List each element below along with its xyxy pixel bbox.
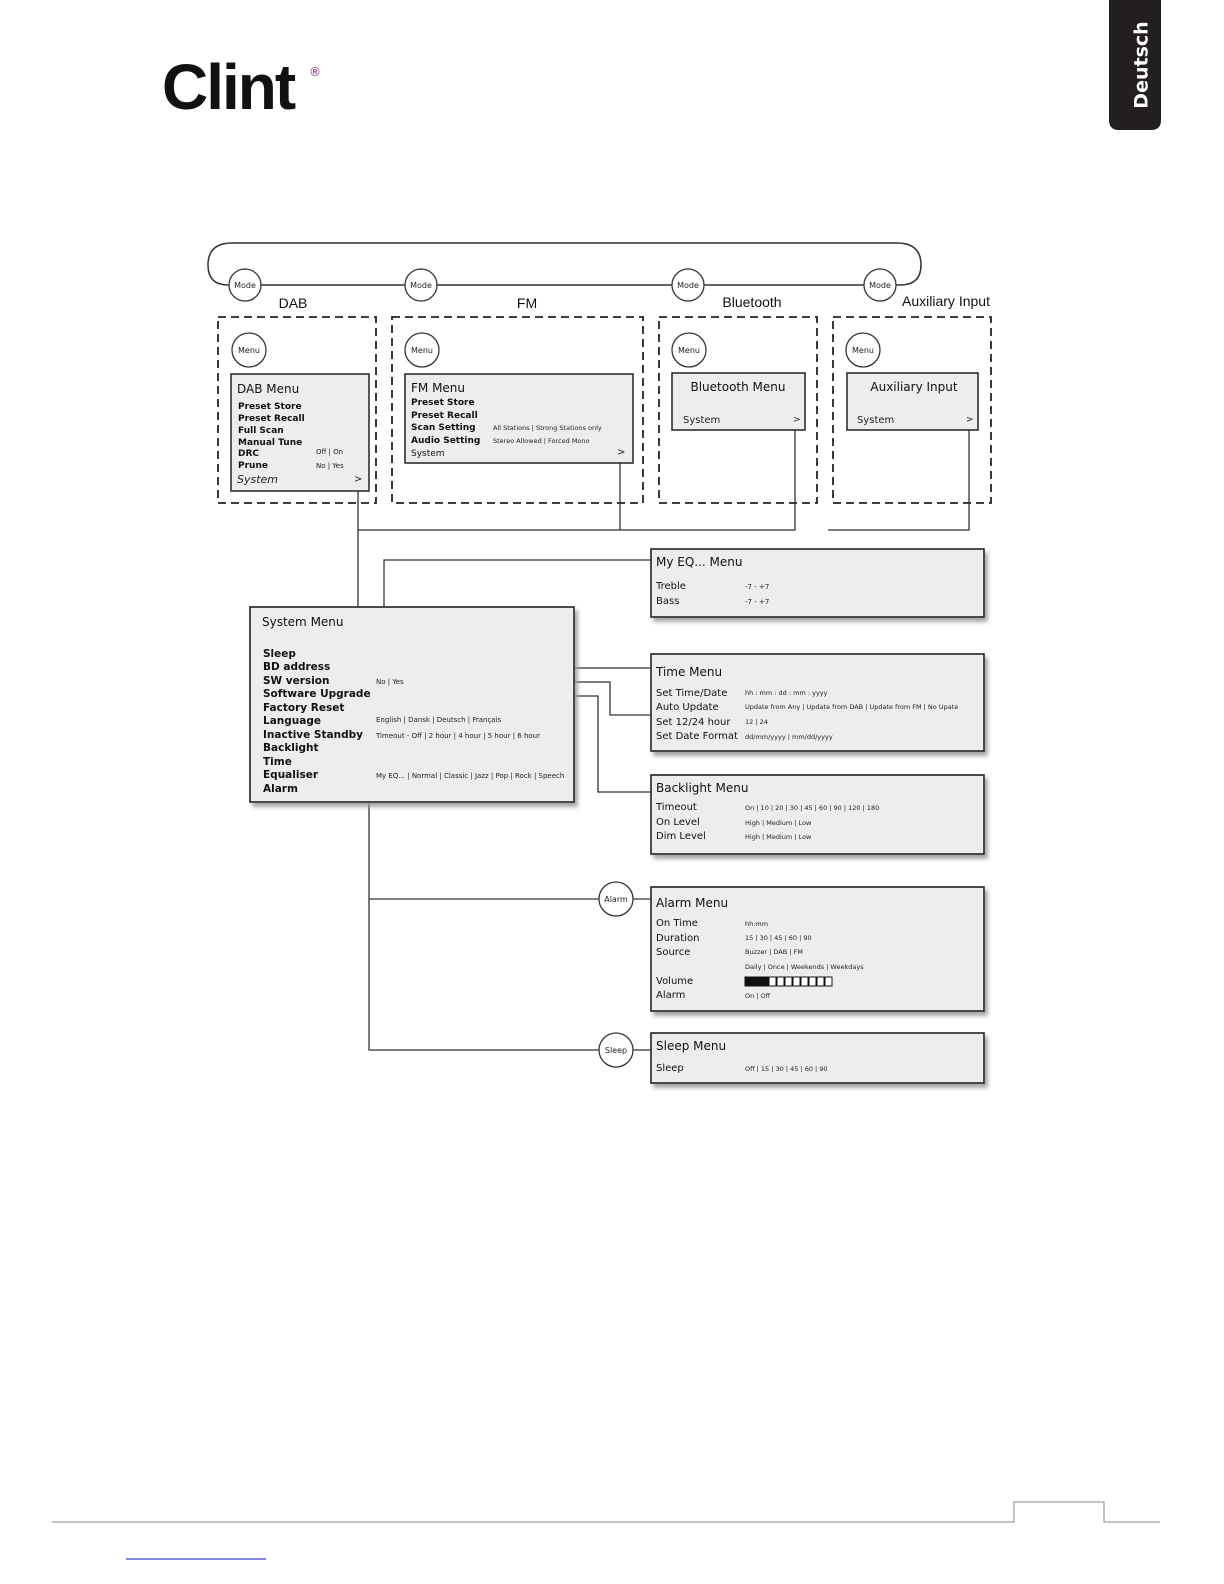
time-set-time-value: hh : mm : dd : mm : yyyy	[745, 689, 828, 697]
alarm-repeat-value: Daily | Once | Weekends | Weekdays	[745, 963, 864, 971]
volume-cell-filled	[745, 977, 752, 986]
svg-text:Mode: Mode	[677, 281, 699, 290]
volume-cell-empty	[793, 977, 800, 986]
time-date-format-value: dd/mm/yyyy | mm/dd/yyyy	[745, 733, 833, 741]
mode-label-aux: Auxiliary Input	[902, 293, 990, 309]
system-language-options: English | Dansk | Deutsch | Français	[376, 716, 502, 724]
dab-system-arrow: >	[354, 474, 363, 485]
time-set-time-label: Set Time/Date	[656, 688, 728, 699]
registered-mark: ®	[309, 65, 321, 79]
backlight-dim-level-value: High | Medium | Low	[745, 833, 812, 841]
mode-loop-line	[208, 243, 921, 285]
backlight-dim-level-label: Dim Level	[656, 831, 706, 842]
volume-cell-empty	[809, 977, 816, 986]
menu-button-dab	[232, 333, 266, 367]
fm-system-arrow: >	[617, 447, 626, 458]
backlight-timeout-value: On | 10 | 20 | 30 | 45 | 60 | 90 | 120 | 180	[745, 804, 880, 812]
logo-text: Clint	[162, 51, 295, 123]
mode-button-bluetooth	[672, 269, 704, 301]
system-menu-panel	[250, 607, 574, 802]
fm-scan-options: All Stations | Strong Stations only	[493, 424, 602, 432]
system-item-sleep: Sleep	[263, 648, 296, 660]
dab-item-drc: DRC	[238, 449, 260, 459]
alarm-duration-label: Duration	[656, 933, 700, 944]
sleep-menu-title: Sleep Menu	[656, 1039, 727, 1053]
volume-cell-empty	[825, 977, 832, 986]
backlight-menu-title: Backlight Menu	[656, 781, 749, 795]
time-12-24-label: Set 12/24 hour	[656, 717, 731, 728]
fm-menu-title: FM Menu	[411, 381, 466, 395]
bluetooth-menu-panel	[672, 373, 805, 430]
volume-cell-filled	[753, 977, 760, 986]
system-standby-options: Timeout - Off | 2 hour | 4 hour | 5 hour | 6 hour	[376, 732, 540, 740]
alarm-menu-title: Alarm Menu	[656, 896, 729, 910]
svg-text:Mode: Mode	[869, 281, 891, 290]
time-auto-update-value: Update from Any | Update from DAB | Update from FM | No Upate	[745, 703, 959, 711]
dab-item-preset-recall: Preset Recall	[238, 414, 305, 424]
mode-label-fm: FM	[516, 295, 538, 311]
system-item-inactive-standby: Inactive Standby	[263, 729, 363, 741]
alarm-source-label: Source	[656, 947, 691, 958]
system-item-alarm: Alarm	[263, 783, 298, 795]
menu-button-fm	[405, 333, 439, 367]
system-item-time: Time	[263, 756, 292, 768]
volume-cell-empty	[769, 977, 776, 986]
alarm-button	[599, 882, 633, 916]
svg-text:Sleep: Sleep	[604, 1046, 628, 1055]
mode-button-aux	[864, 269, 896, 301]
footer-rule	[52, 1502, 1160, 1522]
backlight-on-level-label: On Level	[656, 817, 700, 828]
time-auto-update-label: Auto Update	[656, 702, 719, 713]
menu-button-aux	[846, 333, 880, 367]
fm-item-system: System	[411, 449, 445, 459]
svg-text:Mode: Mode	[410, 281, 432, 290]
alarm-menu-panel	[651, 887, 984, 1011]
clint-logo	[162, 51, 321, 123]
eq-menu-panel	[651, 549, 984, 617]
dab-item-preset-store: Preset Store	[238, 402, 302, 412]
sleep-value: Off | 15 | 30 | 45 | 60 | 90	[745, 1065, 828, 1073]
bluetooth-item-system: System	[683, 415, 721, 426]
dab-menu-panel	[231, 374, 369, 491]
system-sw-options: No | Yes	[376, 678, 404, 686]
svg-text:Menu: Menu	[852, 346, 874, 355]
system-eq-options: My EQ... | Normal | Classic | Jazz | Pop | Rock | Speech	[376, 772, 565, 780]
svg-text:Mode: Mode	[234, 281, 256, 290]
alarm-on-time-label: On Time	[656, 918, 698, 929]
alarm-volume-label: Volume	[656, 976, 694, 987]
dab-item-manual-tune: Manual Tune	[238, 438, 303, 448]
eq-treble-label: Treble	[656, 581, 686, 592]
volume-cell-empty	[785, 977, 792, 986]
aux-system-arrow: >	[966, 415, 974, 425]
backlight-timeout-label: Timeout	[656, 802, 697, 813]
system-item-factory-reset: Factory Reset	[263, 702, 345, 714]
bluetooth-menu-title: Bluetooth Menu	[690, 380, 786, 394]
sleep-menu-panel	[651, 1033, 984, 1083]
alarm-on-time-value: hh:mm	[745, 920, 769, 928]
time-12-24-value: 12 | 24	[745, 718, 768, 726]
language-tab	[1109, 0, 1161, 130]
svg-text:Menu: Menu	[678, 346, 700, 355]
system-menu-title: System Menu	[262, 615, 344, 629]
aux-item-system: System	[857, 415, 895, 426]
mode-label-bluetooth: Bluetooth	[722, 294, 782, 310]
dab-drc-options: Off | On	[316, 448, 344, 456]
time-menu-title: Time Menu	[656, 665, 723, 679]
mode-label-dab: DAB	[278, 295, 308, 311]
aux-menu-title: Auxiliary Input	[870, 380, 958, 394]
dab-item-system: System	[237, 473, 279, 486]
system-item-equaliser: Equaliser	[263, 769, 318, 781]
fm-item-scan-setting: Scan Setting	[411, 423, 476, 433]
fm-item-preset-recall: Preset Recall	[411, 411, 478, 421]
fm-item-audio-setting: Audio Setting	[411, 436, 481, 446]
system-item-bd-address: BD address	[263, 661, 331, 673]
alarm-alarm-label: Alarm	[656, 990, 686, 1001]
dab-prune-options: No | Yes	[316, 462, 344, 470]
bluetooth-system-arrow: >	[793, 415, 801, 425]
volume-cell-empty	[801, 977, 808, 986]
system-item-software-upgrade: Software Upgrade	[263, 688, 371, 700]
sleep-button	[599, 1033, 633, 1067]
eq-bass-value: -7 - +7	[745, 598, 770, 606]
menu-button-bluetooth	[672, 333, 706, 367]
fm-menu-panel	[405, 374, 633, 463]
language-tab-label: Deutsch	[1130, 21, 1153, 109]
backlight-menu-panel	[651, 775, 984, 854]
system-item-language: Language	[263, 715, 321, 727]
volume-cell-empty	[817, 977, 824, 986]
eq-treble-value: -7 - +7	[745, 583, 770, 591]
fm-item-preset-store: Preset Store	[411, 398, 475, 408]
eq-menu-title: My EQ... Menu	[656, 555, 743, 569]
time-menu-panel	[651, 654, 984, 751]
dab-item-full-scan: Full Scan	[238, 426, 284, 436]
aux-menu-panel	[847, 373, 978, 430]
alarm-volume-bar	[745, 977, 832, 986]
mode-button-dab	[229, 269, 261, 301]
svg-text:Alarm: Alarm	[604, 895, 628, 904]
volume-cell-empty	[777, 977, 784, 986]
system-item-backlight: Backlight	[263, 742, 319, 754]
time-date-format-label: Set Date Format	[656, 731, 738, 742]
alarm-source-value: Buzzer | DAB | FM	[745, 948, 803, 956]
alarm-alarm-value: On | Off	[745, 992, 771, 1000]
alarm-duration-value: 15 | 30 | 45 | 60 | 90	[745, 934, 812, 942]
mode-button-fm	[405, 269, 437, 301]
backlight-on-level-value: High | Medium | Low	[745, 819, 812, 827]
volume-cell-filled	[761, 977, 768, 986]
svg-text:Menu: Menu	[238, 346, 260, 355]
dab-item-prune: Prune	[238, 461, 268, 471]
svg-text:Menu: Menu	[411, 346, 433, 355]
sleep-label: Sleep	[656, 1063, 684, 1074]
system-item-sw-version: SW version	[263, 675, 330, 687]
fm-audio-options: Stereo Allowed | Forced Mono	[493, 437, 590, 445]
eq-bass-label: Bass	[656, 596, 680, 607]
dab-menu-title: DAB Menu	[237, 382, 300, 396]
